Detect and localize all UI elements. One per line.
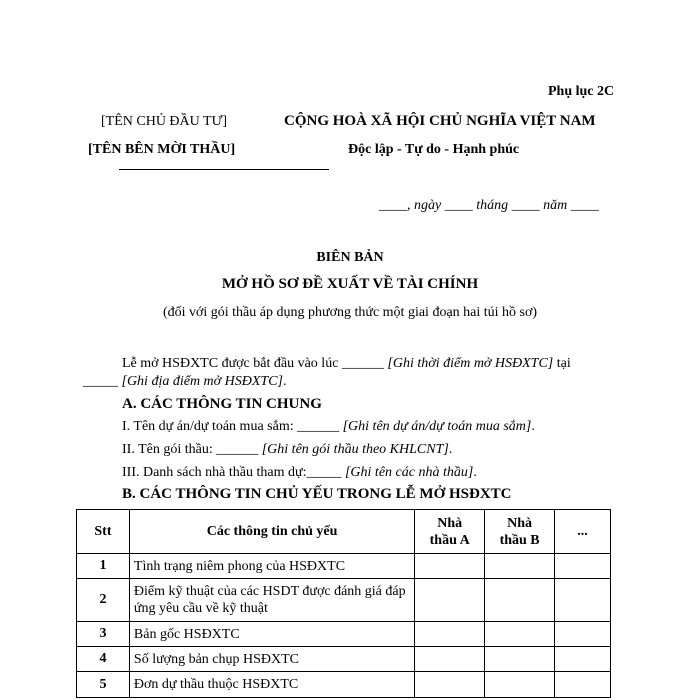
intro-text: Lễ mở HSĐXTC được bắt đầu vào lúc ______ bbox=[122, 356, 388, 371]
item-label: III. Danh sách nhà thầu tham dự:_____ bbox=[122, 465, 345, 480]
bidder-a-cell bbox=[415, 672, 485, 698]
bidder-a-cell bbox=[415, 647, 485, 672]
item-end: . bbox=[473, 465, 477, 480]
document-scope-note: (đối với gói thầu áp dụng phương thức một giai đoạn hai túi hồ sơ) bbox=[162, 305, 538, 320]
inviter-name: [TÊN BÊN MỜI THẦU] bbox=[88, 142, 236, 157]
section-b-heading: B. CÁC THÔNG TIN CHỦ YẾU TRONG LỄ MỞ HSĐXTC bbox=[122, 486, 512, 502]
more-cell bbox=[555, 622, 611, 647]
header-bidder-b: Nhà thầu B bbox=[485, 510, 555, 554]
country-name: CỘNG HOÀ XÃ HỘI CHỦ NGHĨA VIỆT NAM bbox=[284, 113, 596, 129]
row-description: Đơn dự thầu thuộc HSĐXTC bbox=[129, 672, 414, 698]
table-row bbox=[77, 647, 611, 672]
appendix-label: Phụ lục 2C bbox=[548, 84, 615, 99]
intro-text: . bbox=[282, 374, 287, 389]
intro-time-hint: [Ghi thời điểm mở HSĐXTC] bbox=[387, 356, 554, 371]
opening-info-table bbox=[76, 509, 611, 698]
section-a-item bbox=[122, 419, 535, 435]
intro-place-hint: [Ghi địa điểm mở HSĐXTC] bbox=[121, 374, 283, 389]
row-number: 1 bbox=[77, 554, 130, 579]
bidder-b-cell bbox=[485, 647, 555, 672]
bidder-b-cell bbox=[485, 672, 555, 698]
motto-underline bbox=[183, 169, 329, 170]
intro-line-1 bbox=[122, 356, 571, 372]
item-hint: [Ghi tên gói thầu theo KHLCNT] bbox=[261, 442, 449, 457]
table-header-row bbox=[77, 510, 611, 554]
row-number: 4 bbox=[77, 647, 130, 672]
item-end: . bbox=[448, 442, 453, 457]
header-bidder-a: Nhà thầu A bbox=[415, 510, 485, 554]
bidder-b-cell bbox=[485, 554, 555, 579]
row-description: Tình trạng niêm phong của HSĐXTC bbox=[129, 554, 414, 579]
row-number: 3 bbox=[77, 622, 130, 647]
more-cell bbox=[555, 554, 611, 579]
document-subtitle: MỞ HỒ SƠ ĐỀ XUẤT VỀ TÀI CHÍNH bbox=[221, 276, 479, 292]
more-cell bbox=[555, 579, 611, 622]
owner-name: [TÊN CHỦ ĐẦU TƯ] bbox=[101, 114, 228, 129]
header-info: Các thông tin chủ yếu bbox=[129, 510, 414, 554]
row-description: Số lượng bản chụp HSĐXTC bbox=[129, 647, 414, 672]
intro-line-2 bbox=[83, 374, 286, 390]
date-line: ____, ngày ____ tháng ____ năm ____ bbox=[379, 198, 599, 213]
table-row bbox=[77, 554, 611, 579]
item-hint: [Ghi tên dự án/dự toán mua sắm] bbox=[342, 419, 532, 434]
section-a-item bbox=[122, 442, 452, 458]
bidder-a-cell bbox=[415, 579, 485, 622]
row-number: 5 bbox=[77, 672, 130, 698]
item-end: . bbox=[531, 419, 535, 434]
table-row bbox=[77, 579, 611, 622]
bidder-a-cell bbox=[415, 622, 485, 647]
section-a-item bbox=[122, 465, 477, 481]
header-stt: Stt bbox=[77, 510, 130, 554]
bidder-a-cell bbox=[415, 554, 485, 579]
intro-text: _____ bbox=[83, 374, 122, 389]
more-cell bbox=[555, 647, 611, 672]
table-row bbox=[77, 622, 611, 647]
intro-text: tại bbox=[553, 356, 571, 371]
bidder-b-cell bbox=[485, 579, 555, 622]
bidder-b-cell bbox=[485, 622, 555, 647]
row-number: 2 bbox=[77, 579, 130, 622]
item-label: I. Tên dự án/dự toán mua sắm: ______ bbox=[122, 419, 343, 434]
row-description: Bản gốc HSĐXTC bbox=[129, 622, 414, 647]
row-description: Điểm kỹ thuật của các HSDT được đánh giá đáp ứng yêu cầu về kỹ thuật bbox=[129, 579, 414, 622]
national-motto: Độc lập - Tự do - Hạnh phúc bbox=[348, 142, 520, 157]
more-cell bbox=[555, 672, 611, 698]
table-row bbox=[77, 672, 611, 698]
header-more: ... bbox=[555, 510, 611, 554]
section-a-heading: A. CÁC THÔNG TIN CHUNG bbox=[122, 396, 322, 412]
document-title: BIÊN BẢN bbox=[316, 250, 384, 265]
item-label: II. Tên gói thầu: ______ bbox=[122, 442, 262, 457]
item-hint: [Ghi tên các nhà thầu] bbox=[344, 465, 474, 480]
